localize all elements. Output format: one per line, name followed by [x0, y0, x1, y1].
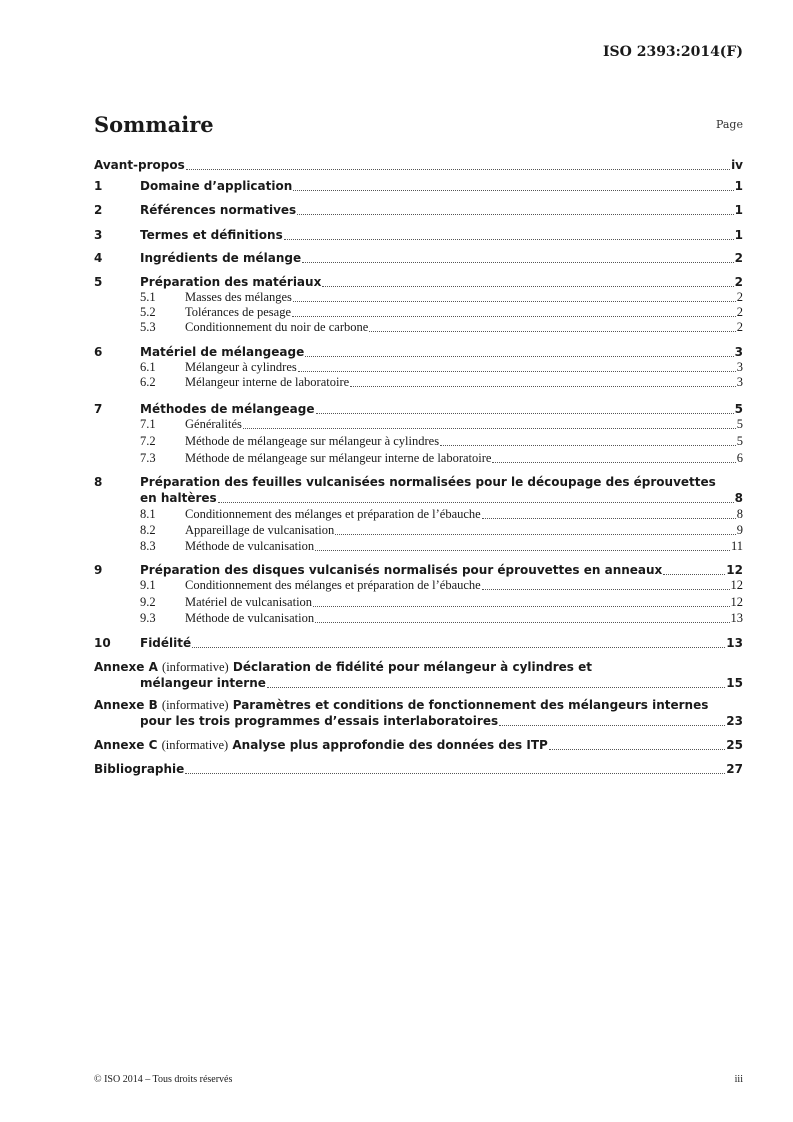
informative-tag: (informative) [162, 660, 229, 674]
toc-page: 27 [726, 762, 743, 776]
toc-page: 12 [730, 595, 743, 609]
toc-entry-8-2[interactable] [94, 523, 743, 538]
toc-entry-5-1[interactable] [94, 290, 743, 305]
toc-page: 15 [726, 676, 743, 690]
toc-page: 3 [736, 360, 743, 374]
toc-number: 9.2 [140, 595, 156, 609]
toc-page: 6 [736, 451, 743, 465]
toc-label: Mélangeur à cylindres [185, 360, 297, 374]
toc-page: 12 [726, 563, 743, 577]
toc-number: 8.1 [140, 507, 156, 521]
toc-number: 4 [94, 251, 103, 265]
toc-label: Matériel de mélangeage [140, 345, 305, 359]
toc-label-line1: Préparation des feuilles vulcanisées normalisées pour le découpage des éprouvettes [140, 475, 716, 489]
toc-label: Méthodes de mélangeage [140, 402, 315, 416]
toc-page: 23 [726, 714, 743, 728]
toc-entry-10[interactable] [94, 636, 743, 651]
toc-entry-1[interactable] [94, 179, 743, 194]
toc-number: 3 [94, 228, 103, 242]
toc-page: 13 [726, 636, 743, 650]
toc-label: Bibliographie [94, 762, 185, 776]
informative-tag: (informative) [161, 698, 229, 712]
toc-label: en haltères [140, 491, 217, 505]
toc-number: 5.1 [140, 290, 156, 304]
toc-entry-9-3[interactable] [94, 611, 743, 626]
toc-label: Méthode de mélangeage sur mélangeur à cylindres [185, 434, 440, 448]
toc-page: 2 [736, 290, 743, 304]
toc-page: 2 [734, 275, 743, 289]
toc-number: 9.3 [140, 611, 156, 625]
toc-page: 3 [734, 345, 743, 359]
toc-label: Préparation des matériaux [140, 275, 322, 289]
toc-label: Conditionnement des mélanges et préparation de l’ébauche [185, 507, 481, 521]
toc-entry-7[interactable] [94, 402, 743, 417]
toc-number: 8.3 [140, 539, 156, 553]
toc-page: 1 [734, 228, 743, 242]
toc-page: 13 [730, 611, 743, 625]
footer-page-number: iii [734, 1074, 743, 1085]
toc-page: iv [731, 158, 743, 172]
toc-label: Termes et définitions [140, 228, 283, 242]
page-column-label: Page [715, 118, 743, 131]
annex-label: Annexe A [94, 660, 158, 674]
toc-number: 5 [94, 275, 103, 289]
toc-entry-9[interactable] [94, 563, 743, 578]
toc-page: 9 [736, 523, 743, 537]
document-id: ISO 2393:2014(F) [602, 44, 743, 60]
toc-entry-8-1[interactable] [94, 507, 743, 522]
toc-label: Matériel de vulcanisation [185, 595, 313, 609]
toc-entry-8-3[interactable] [94, 539, 743, 554]
toc-page: 2 [734, 251, 743, 265]
page-title: Sommaire [94, 112, 214, 137]
toc-label: Mélangeur interne de laboratoire [185, 375, 350, 389]
toc-number: 7 [94, 402, 103, 416]
toc-number: 7.2 [140, 434, 156, 448]
toc-label: mélangeur interne [140, 676, 266, 690]
toc-entry-avant-propos[interactable] [94, 158, 743, 173]
toc-number: 6.2 [140, 375, 156, 389]
toc-page: 25 [726, 738, 743, 752]
toc-label: Avant-propos [94, 158, 185, 172]
toc-entry-6-1[interactable] [94, 360, 743, 375]
toc-entry-5-3[interactable] [94, 320, 743, 335]
toc-number: 5.3 [140, 320, 156, 334]
toc-label: Appareillage de vulcanisation [185, 523, 335, 537]
toc-label: Généralités [185, 417, 242, 431]
toc-page: 5 [736, 417, 743, 431]
annex-label: Annexe B [94, 698, 158, 712]
annex-label: Annexe C [94, 738, 158, 752]
toc-entry-9-2[interactable] [94, 595, 743, 610]
toc-entry-9-1[interactable] [94, 578, 743, 593]
informative-tag: (informative) [161, 738, 229, 752]
toc-entry-3[interactable] [94, 228, 743, 243]
toc-page: 1 [734, 179, 743, 193]
toc-page: 2 [736, 320, 743, 334]
toc-number: 9 [94, 563, 103, 577]
toc-number: 1 [94, 179, 103, 193]
toc-page: 8 [736, 507, 743, 521]
toc-label: Préparation des disques vulcanisés normalisés pour éprouvettes en anneaux [140, 563, 663, 577]
toc-entry-annex-a[interactable] [94, 660, 743, 692]
toc-page: 8 [734, 491, 743, 505]
toc-entry-5-2[interactable] [94, 305, 743, 320]
toc-entry-6[interactable] [94, 345, 743, 360]
toc-number: 6 [94, 345, 103, 359]
toc-entry-7-3[interactable] [94, 451, 743, 466]
toc-number: 5.2 [140, 305, 156, 319]
toc-label: Conditionnement des mélanges et préparation de l’ébauche [185, 578, 481, 592]
toc-entry-7-2[interactable] [94, 434, 743, 449]
toc-entry-annex-c[interactable] [94, 738, 743, 753]
toc-number: 7.3 [140, 451, 156, 465]
footer-copyright: © ISO 2014 – Tous droits réservés [94, 1074, 233, 1085]
toc-label: Références normatives [140, 203, 297, 217]
toc-label-line1: Déclaration de fidélité pour mélangeur à cylindres et [232, 660, 592, 674]
toc-entry-annex-b[interactable] [94, 698, 743, 730]
toc-entry-2[interactable] [94, 203, 743, 218]
toc-label: Analyse plus approfondie des données des ITP [232, 738, 548, 752]
toc-number: 2 [94, 203, 103, 217]
toc-label: Méthode de vulcanisation [185, 611, 315, 625]
toc-number: 7.1 [140, 417, 156, 431]
toc-label: Méthode de vulcanisation [185, 539, 315, 553]
toc-page: 5 [734, 402, 743, 416]
toc-number: 8.2 [140, 523, 156, 537]
toc-label: Méthode de mélangeage sur mélangeur interne de laboratoire [185, 451, 492, 465]
toc-label: Conditionnement du noir de carbone [185, 320, 369, 334]
toc-label: Masses des mélanges [185, 290, 292, 304]
toc-page: 5 [736, 434, 743, 448]
toc-entry-4[interactable] [94, 251, 743, 266]
toc-number: 6.1 [140, 360, 156, 374]
toc-number: 10 [94, 636, 111, 650]
toc-entry-bibliographie[interactable] [94, 762, 743, 777]
toc-page: 3 [736, 375, 743, 389]
toc-label: Domaine d’application [140, 179, 293, 193]
toc-page: 2 [736, 305, 743, 319]
toc-entry-8[interactable] [94, 475, 743, 507]
toc-label: Fidélité [140, 636, 192, 650]
toc-number: 8 [94, 475, 103, 489]
toc-label: Ingrédients de mélange [140, 251, 302, 265]
toc-page: 1 [734, 203, 743, 217]
toc-label-line1: Paramètres et conditions de fonctionnement des mélangeurs internes [232, 698, 709, 712]
toc-label: Tolérances de pesage [185, 305, 292, 319]
toc-page: 11 [730, 539, 743, 553]
toc-entry-7-1[interactable] [94, 417, 743, 432]
toc-label: pour les trois programmes d’essais interlaboratoires [140, 714, 499, 728]
toc-page: 12 [730, 578, 743, 592]
toc-entry-6-2[interactable] [94, 375, 743, 390]
toc-entry-5[interactable] [94, 275, 743, 290]
toc-number: 9.1 [140, 578, 156, 592]
